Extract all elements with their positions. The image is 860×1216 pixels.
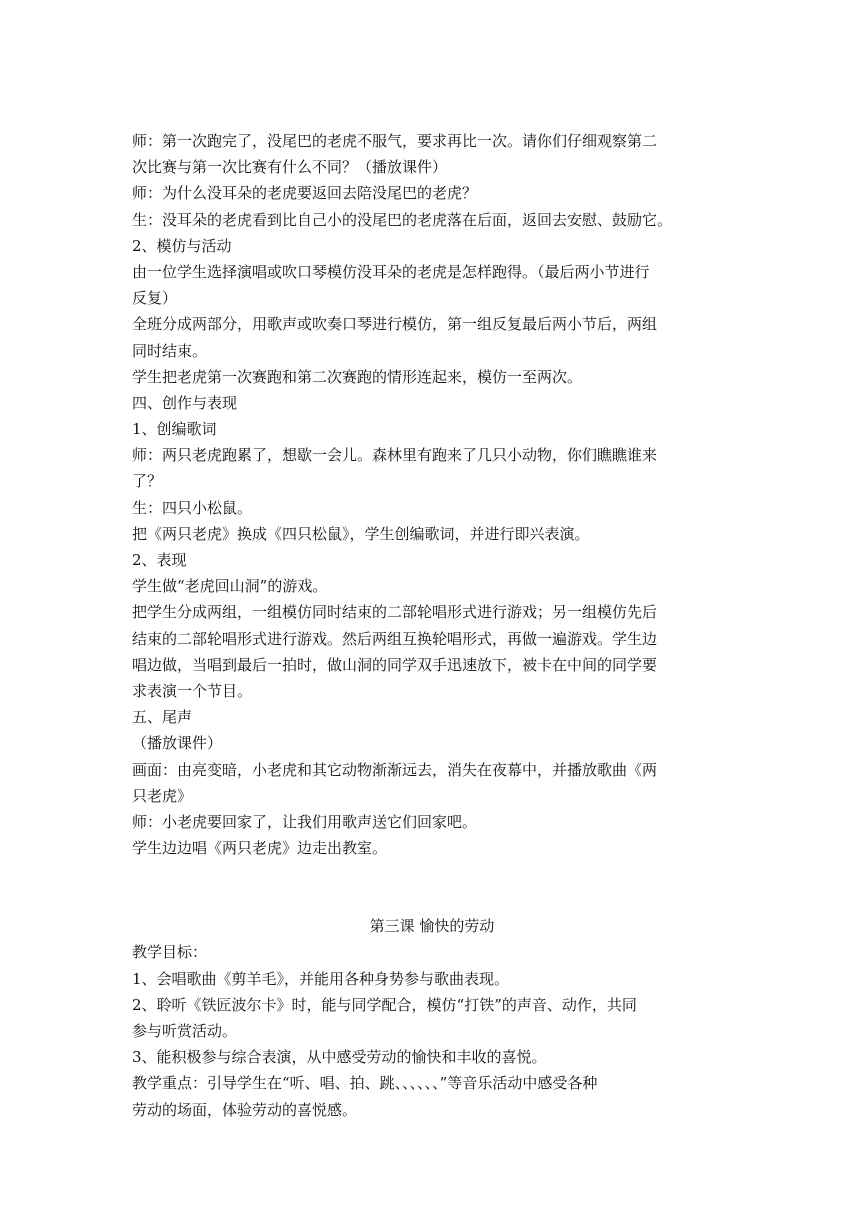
section-heading: 2、模仿与活动 [132,236,232,255]
text-line: （播放课件） [132,734,223,753]
text-line: 劳动的场面，体验劳动的喜悦感。 [132,1100,358,1119]
text-line: 把《两只老虎》换成《四只松鼠》，学生创编歌词，并进行即兴表演。 [132,524,590,543]
text-line: 师：两只老虎跑累了，想歇一会儿。森林里有跑来了几只小动物，你们瞧瞧谁来 [132,446,658,465]
section-heading: 五、尾声 [132,708,193,727]
text-line: 求表演一个节目。 [132,681,253,700]
lesson-title: 第三课 愉快的劳动 [369,917,495,936]
text-line: 师：为什么没耳朵的老虎要返回去陪没尾巴的老虎？ [132,184,478,203]
section-heading: 2、表现 [132,551,187,569]
text-line: 由一位学生选择演唱或吹口琴模仿没耳朵的老虎是怎样跑得。（最后两小节进行 [132,262,650,281]
lesson-section-happy-labor [132,913,732,1123]
text-line: 结束的二部轮唱形式进行游戏。然后两组互换轮唱形式，再做一遍游戏。学生边 [132,629,658,648]
section-heading: 教学目标： [132,943,208,962]
text-line: 唱边做，当唱到最后一拍时，做山洞的同学双手迅速放下，被卡在中间的同学要 [132,655,658,674]
text-line: 全班分成两部分，用歌声或吹奏口琴进行模仿，第一组反复最后两小节后，两组 [132,315,658,334]
section-heading: 1、创编歌词 [132,420,217,439]
text-line: 了？ [132,472,163,491]
text-line: 师：第一次跑完了，没尾巴的老虎不服气，要求再比一次。请你们仔细观察第二 [132,132,658,150]
text-line: 学生把老虎第一次赛跑和第二次赛跑的情形连起来，模仿一至两次。 [132,367,583,386]
text-line: 3、能积极参与综合表演，从中感受劳动的愉快和丰收的喜悦。 [132,1048,547,1067]
text-line: 把学生分成两组，一组模仿同时结束的二部轮唱形式进行游戏；另一组模仿先后 [132,603,658,622]
text-line: 生：四只小松鼠。 [132,498,253,517]
text-line: 教学重点：引导学生在“听、唱、拍、跳、、、、、、”等音乐活动中感受各种 [132,1074,598,1093]
text-line: 同时结束。 [132,341,208,360]
text-line: 反复） [132,289,178,308]
text-line: 画面：由亮变暗，小老虎和其它动物渐渐远去，消失在夜幕中，并播放歌曲《两 [132,760,658,779]
text-line: 次比赛与第一次比赛有什么不同？（播放课件） [132,158,448,177]
section-spacer [132,861,732,913]
text-line: 1、会唱歌曲《剪羊毛》，并能用各种身势参与歌曲表现。 [132,969,510,988]
text-line: 2、聆听《铁匠波尔卡》时，能与同学配合，模仿“打铁”的声音、动作，共同 [132,995,637,1014]
section-heading: 四、创作与表现 [132,393,238,412]
document-page [132,128,732,1123]
text-line: 师：小老虎要回家了，让我们用歌声送它们回家吧。 [132,812,478,831]
text-line: 学生边边唱《两只老虎》边走出教室。 [132,839,388,858]
text-line: 学生做“老虎回山洞”的游戏。 [132,577,328,596]
text-line: 参与听赏活动。 [132,1022,238,1040]
text-line: 只老虎》 [132,786,193,805]
text-line: 生：没耳朵的老虎看到比自己小的没尾巴的老虎落在后面，返回去安慰、鼓励它。 [132,210,673,229]
lesson-section-two-tigers [132,128,732,861]
